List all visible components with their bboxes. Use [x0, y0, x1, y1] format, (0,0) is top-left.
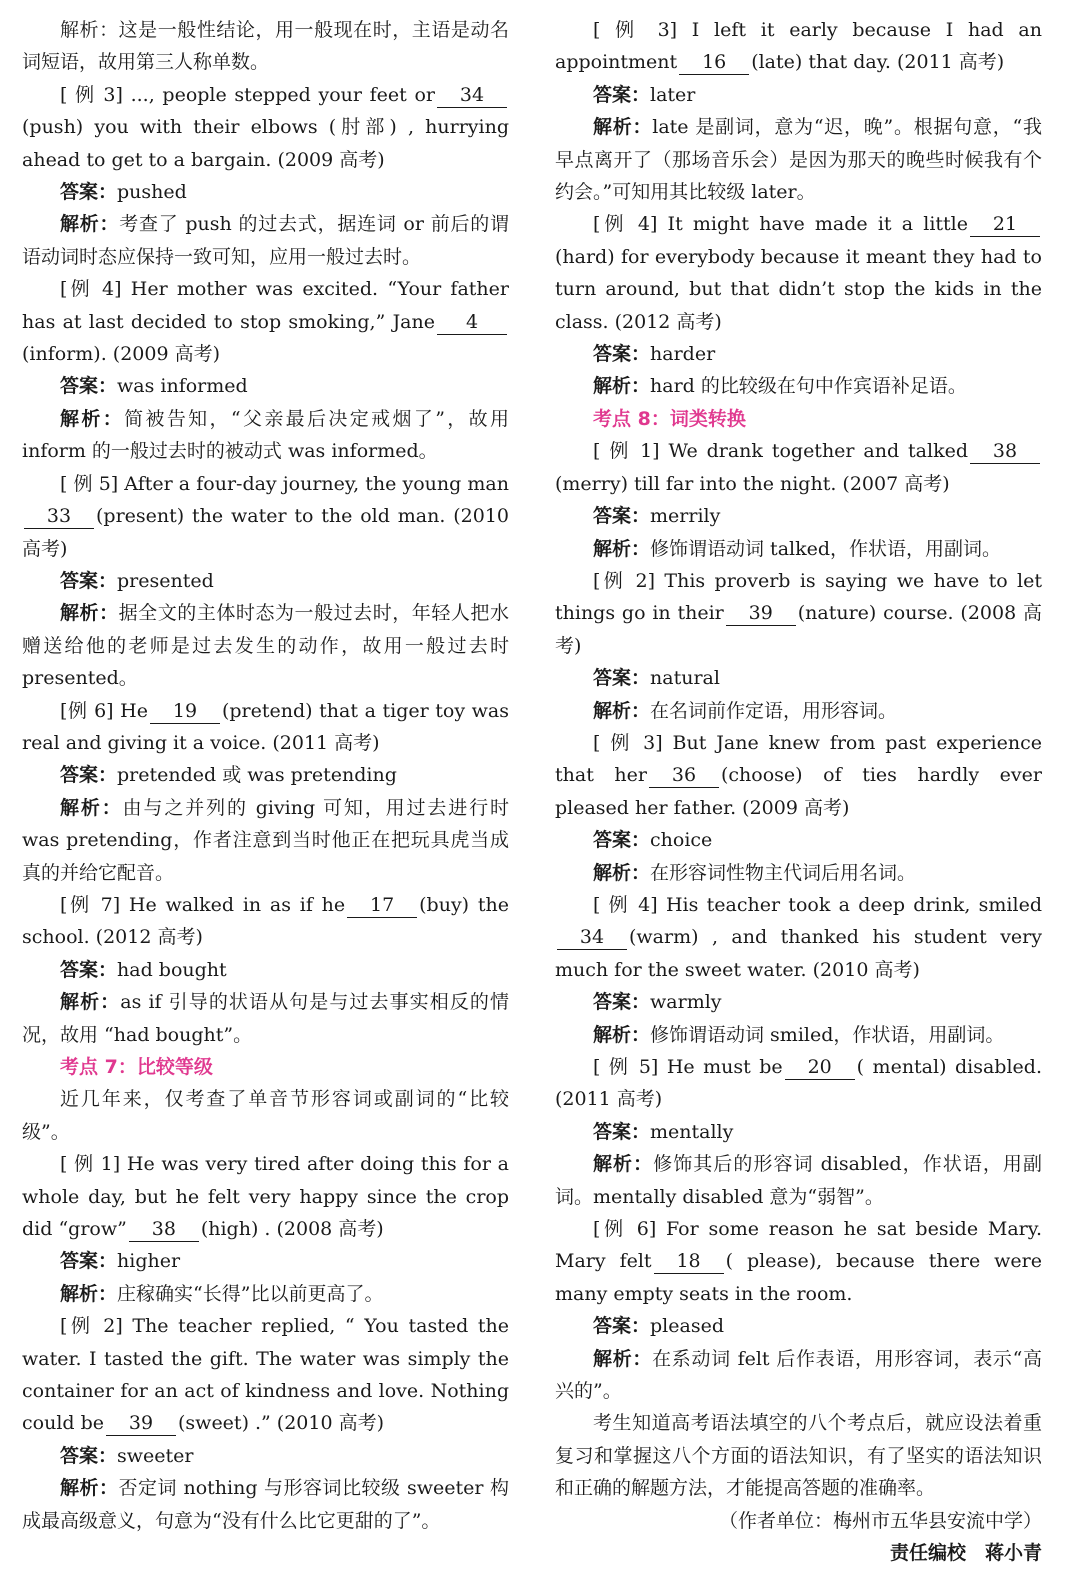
wordclass-example-3-question: [ 例 3] But Jane knew from past experience that her 36 (choose) of ties hardly ever pleased her father. (2009 高考) [555, 731, 1042, 819]
blank-34b: 34 [557, 925, 627, 950]
wordclass-example-2-question: [例 2] This proverb is saying we have to let things go in their 39 (nature) course. (2008 高考) [555, 569, 1042, 657]
wordclass-example-6-explanation: 解析：在系动词 felt 后作表语，用形容词，表示“高兴的”。 [555, 1347, 1042, 1403]
blank-19: 19 [150, 699, 220, 724]
example-7-question: [例 7] He walked in as if he 17 (buy) the school. (2012 高考) [22, 893, 509, 949]
wordclass-example-4-answer: 答案：warmly [593, 991, 722, 1014]
example-5-question: [ 例 5] After a four-day journey, the young man 33 (present) the water to the old man. (2010 高考) [22, 472, 509, 560]
blank-39: 39 [106, 1411, 176, 1436]
comparison-example-4-answer: 答案：harder [593, 343, 716, 366]
blank-34: 34 [437, 83, 507, 108]
comparison-example-3-explanation: 解析：late 是副词，意为“迟，晚”。根据句意，“我早点离开了（那场音乐会）是因为那天的晚些时候我有个约会。”可知用其比较级 later。 [555, 116, 1042, 204]
comparison-example-2-explanation: 解析：否定词 nothing 与形容词比较级 sweeter 构成最高级意义，句意为“没有什么比它更甜的了”。 [22, 1477, 509, 1532]
wordclass-example-5-question: [ 例 5] He must be 20 ( mental) disabled. (2011 高考) [555, 1056, 1042, 1111]
wordclass-example-6-answer: 答案：pleased [593, 1315, 724, 1338]
section-heading-8: 考点 8：词类转换 [593, 407, 746, 430]
left-column [22, 14, 509, 1542]
right-column [555, 14, 1042, 1565]
left-opening-explanation: 解析：这是一般性结论，用一般现在时，主语是动名词短语，故用第三人称单数。 [22, 19, 509, 74]
example-4-answer: 答案：was informed [60, 375, 248, 398]
section-heading-7: 考点 7：比较等级 [60, 1056, 213, 1078]
wordclass-example-5-explanation: 解析：修饰其后的形容词 disabled，作状语，用副词。mentally disabled 意为“弱智”。 [555, 1153, 1042, 1208]
example-7-answer: 答案：had bought [60, 958, 227, 981]
conclusion-paragraph: 考生知道高考语法填空的八个考点后，就应设法着重复习和掌握这八个方面的语法知识，有了坚实的语法知识和正确的解题方法，才能提高答题的准确率。 [555, 1412, 1042, 1500]
blank-38b: 38 [970, 439, 1040, 464]
author-affiliation: （作者单位：梅州市五华县安流中学） [718, 1509, 1042, 1532]
blank-17: 17 [347, 893, 417, 918]
blank-18: 18 [654, 1249, 724, 1274]
wordclass-example-3-answer: 答案：choice [593, 829, 713, 852]
wordclass-example-1-explanation: 解析：修饰谓语动词 talked，作状语，用副词。 [593, 537, 1002, 560]
example-3-question: [ 例 3] ..., people stepped your feet or 34(push) you with their elbows (肘部) , hurrying ahead to get to a bargain. (2009 高考) [22, 83, 509, 171]
example-6-question: [例 6] He 19 (pretend) that a tiger toy was real and giving it a voice. (2011 高考) [22, 699, 509, 754]
blank-39b: 39 [726, 601, 796, 626]
blank-36: 36 [649, 763, 719, 788]
comparison-example-2-question: [例 2] The teacher replied, “ You tasted the water. I tasted the gift. The water was simply the container for an act of kindness and love. Nothing could be 39 (sweet) .” (2010 高考) [22, 1315, 509, 1435]
wordclass-example-1-answer: 答案：merrily [593, 505, 721, 528]
wordclass-example-3-explanation: 解析：在形容词性物主代词后用名词。 [593, 861, 917, 884]
example-7-explanation: 解析：as if 引导的状语从句是与过去事实相反的情况，故用 “had bought”。 [22, 991, 509, 1046]
wordclass-example-4-explanation: 解析：修饰谓语动词 smiled，作状语，用副词。 [593, 1023, 1005, 1046]
blank-21: 21 [970, 212, 1040, 237]
blank-38: 38 [129, 1217, 199, 1242]
wordclass-example-1-question: [ 例 1] We drank together and talked 38(merry) till far into the night. (2007 高考) [555, 435, 1042, 500]
blank-16: 16 [679, 50, 749, 75]
comparison-example-4-explanation: 解析：hard 的比较级在句中作宾语补足语。 [593, 375, 967, 398]
comparison-example-1-question: [ 例 1] He was very tired after doing this for a whole day, but he felt very happy since the crop did “grow” 38 (high) . (2008 高考) [22, 1153, 509, 1241]
wordclass-example-2-answer: 答案：natural [593, 667, 720, 690]
wordclass-example-4-question: [ 例 4] His teacher took a deep drink, smiled 34 (warm) , and thanked his student very much for the sweet water. (2010 高考) [555, 893, 1042, 981]
comparison-example-3-answer: 答案：later [593, 83, 696, 106]
section-7-intro: 近几年来，仅考查了单音节形容词或副词的“比较级”。 [22, 1088, 509, 1143]
wordclass-example-2-explanation: 解析：在名词前作定语，用形容词。 [593, 699, 898, 722]
wordclass-example-6-question: [例 6] For some reason he sat beside Mary. Mary felt 18 ( please), because there were many empty seats in the room. [555, 1218, 1042, 1305]
blank-20: 20 [785, 1055, 855, 1080]
comparison-example-4-question: [例 4] It might have made it a little 21(hard) for everybody because it meant they had to turn around, but that didn’t stop the kids in the class. (2012 高考) [555, 213, 1042, 333]
example-3-answer: 答案：pushed [60, 181, 187, 204]
blank-33: 33 [24, 504, 94, 529]
wordclass-example-5-answer: 答案：mentally [593, 1120, 734, 1143]
comparison-example-3-question: [ 例 3] I left it early because I had an appointment 16 (late) that day. (2011 高考) [555, 19, 1042, 74]
example-5-explanation: 解析：据全文的主体时态为一般过去时，年轻人把水赠送给他的老师是过去发生的动作，故用一般过去时 presented。 [22, 602, 509, 690]
comparison-example-1-answer: 答案：higher [60, 1250, 181, 1273]
blank-4: 4 [437, 310, 507, 335]
example-6-answer: 答案：pretended 或 was pretending [60, 764, 397, 787]
example-3-explanation: 解析：考查了 push 的过去式，据连词 or 前后的谓语动词时态应保持一致可知，应用一般过去时。 [22, 213, 509, 268]
comparison-example-2-answer: 答案：sweeter [60, 1444, 194, 1467]
comparison-example-1-explanation: 解析：庄稼确实“长得”比以前更高了。 [60, 1282, 384, 1305]
example-6-explanation: 解析：由与之并列的 giving 可知，用过去进行时 was pretending，作者注意到当时他正在把玩具虎当成真的并给它配音。 [22, 796, 509, 884]
example-4-question: [例 4] Her mother was excited. “Your father has at last decided to stop smoking,” Jane 4(inform). (2009 高考) [22, 278, 509, 366]
example-4-explanation: 解析：简被告知，“父亲最后决定戒烟了”，故用 inform 的一般过去时的被动式 was informed。 [22, 407, 509, 463]
example-5-answer: 答案：presented [60, 569, 214, 592]
responsible-editor: 责任编校 蒋小青 [889, 1542, 1042, 1565]
